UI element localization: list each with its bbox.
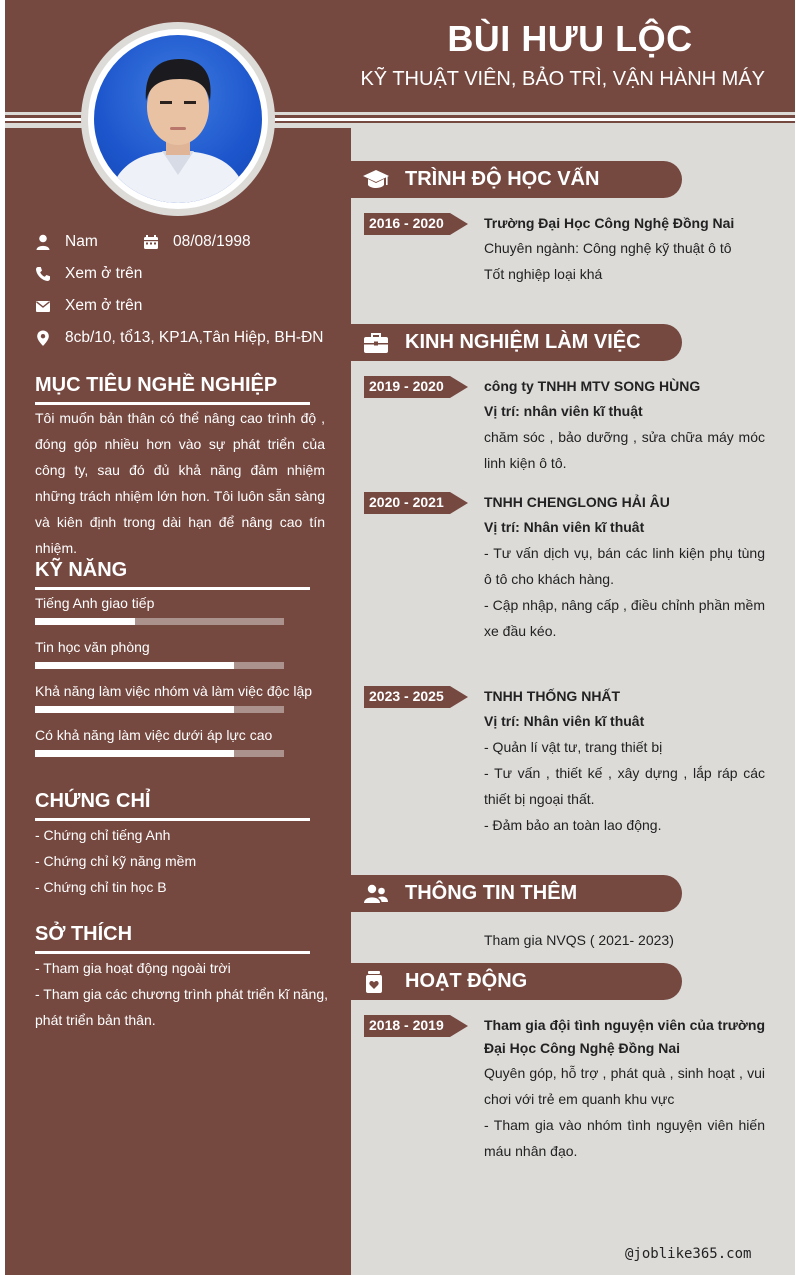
date-tag-arrow	[450, 376, 468, 398]
badge-icon	[363, 969, 389, 995]
avatar-border	[88, 29, 268, 209]
objective-title: MỤC TIÊU NGHỀ NGHIỆP	[35, 374, 278, 396]
date-tag	[364, 376, 468, 398]
phone-icon	[35, 266, 51, 282]
objective-text: Tôi muốn bản thân có thể nâng cao trình độ , đóng góp nhiều hơn vào sự phát triển của công ty, sau đó đủ khả năng đảm nhiệm những trách nhiệm lớn hơn. Tôi luôn sẵn sàng và kiên định trong dài hạn để nâng cao tín nhiệm.	[35, 410, 325, 556]
entry-line: - Đảm bảo an toàn lao động.	[484, 817, 662, 833]
avatar	[94, 35, 262, 203]
portrait-photo	[94, 35, 262, 203]
entry-line: - Cập nhập, nâng cấp , điều chỉnh phần mềm xe đầu kéo.	[484, 597, 765, 639]
certificates-rule	[35, 818, 310, 821]
list-item: - Tham gia các chương trình phát triển kĩ năng, phát triển bản thân.	[35, 986, 329, 1028]
activity-heading: Tham gia đội tình nguyện viên của trường Đại Học Công Nghệ Đồng Nai	[484, 1017, 765, 1056]
candidate-title: KỸ THUẬT VIÊN, BẢO TRÌ, VẬN HÀNH MÁY	[360, 68, 765, 90]
date-tag	[364, 213, 468, 235]
skill-bar-fill	[35, 618, 135, 625]
entry-line: Tốt nghiệp loại khá	[484, 266, 603, 282]
date-tag	[364, 492, 468, 514]
skill-label: Khả năng làm việc nhóm và làm việc độc lập	[35, 683, 313, 699]
birthday-text: 08/08/1998	[173, 233, 251, 250]
job-position: Vị trí: Nhân viên kĩ thuât	[484, 713, 645, 729]
entry-line: - Tham gia vào nhóm tình nguyện viên hiến máu nhân đạo.	[484, 1117, 765, 1159]
entry-line: Chuyên ngành: Công nghệ kỹ thuật ô tô	[484, 240, 732, 256]
job-entry	[484, 491, 765, 644]
skill-label: Tiếng Anh giao tiếp	[35, 595, 155, 611]
certificates-list	[35, 822, 330, 900]
gender-text: Nam	[65, 233, 98, 250]
extra-info-header	[351, 875, 682, 912]
extra-info-title: THÔNG TIN THÊM	[405, 882, 578, 904]
phone-text: Xem ở trên	[65, 265, 143, 282]
skill-bar-track	[35, 750, 284, 757]
date-text: 2020 - 2021	[369, 494, 444, 510]
education-title: TRÌNH ĐỘ HỌC VẤN	[405, 168, 600, 190]
date-tag-arrow	[450, 213, 468, 235]
list-item: - Chứng chỉ tin học B	[35, 879, 167, 895]
activity-entry	[484, 1014, 765, 1164]
footer-credit: @joblike365.com	[625, 1246, 752, 1262]
skill-bar-track	[35, 706, 284, 713]
skill-label: Tin học văn phòng	[35, 639, 150, 655]
user-icon	[35, 234, 51, 250]
job-entry	[484, 375, 765, 476]
skill-bar-fill	[35, 750, 234, 757]
users-icon	[363, 881, 389, 907]
company-name: TNHH THỐNG NHẤT	[484, 688, 621, 704]
avatar-frame	[81, 22, 275, 216]
entry-line: - Tư vấn , thiết kế , xây dựng , lắp ráp các thiết bị ngoại thất.	[484, 765, 765, 807]
company-name: công ty TNHH MTV SONG HÙNG	[484, 378, 701, 394]
certificates-title: CHỨNG CHỈ	[35, 790, 151, 812]
date-text: 2016 - 2020	[369, 215, 444, 231]
sidebar	[5, 128, 351, 1275]
calendar-icon	[143, 234, 159, 250]
entry-line: - Quản lí vật tư, trang thiết bị	[484, 739, 663, 755]
entry-line: chăm sóc , bảo dưỡng , sửa chữa máy móc linh kiện ô tô.	[484, 429, 765, 471]
candidate-name: BÙI HƯU LỘC	[447, 18, 693, 59]
resume-page	[5, 0, 795, 1275]
date-text: 2023 - 2025	[369, 688, 444, 704]
education-entry	[484, 212, 765, 287]
date-tag-arrow	[450, 1015, 468, 1037]
skill-bar-track	[35, 618, 284, 625]
email-text: Xem ở trên	[65, 297, 143, 314]
job-position: Vị trí: nhân viên kĩ thuật	[484, 403, 643, 419]
skill-bar-track	[35, 662, 284, 669]
location-icon	[35, 330, 51, 346]
date-tag	[364, 1015, 468, 1037]
extra-info-entry	[484, 927, 765, 953]
date-tag-arrow	[450, 492, 468, 514]
hobbies-title: SỞ THÍCH	[35, 923, 133, 945]
date-tag-arrow	[450, 686, 468, 708]
email-icon	[35, 298, 51, 314]
company-name: TNHH CHENGLONG HẢI ÂU	[484, 494, 670, 510]
job-entry	[484, 685, 765, 838]
list-item: - Tham gia hoạt động ngoài trời	[35, 960, 231, 976]
skill-label: Có khả năng làm việc dưới áp lực cao	[35, 727, 273, 743]
entry-line: - Tư vấn dịch vụ, bán các linh kiện phụ tùng ô tô cho khách hàng.	[484, 545, 765, 587]
briefcase-icon	[363, 330, 389, 356]
graduation-cap-icon	[363, 167, 389, 193]
address-text: 8cb/10, tổ13, KP1A,Tân Hiệp, BH-ĐN	[65, 329, 324, 346]
job-position: Vị trí: Nhân viên kĩ thuât	[484, 519, 645, 535]
experience-header	[351, 324, 682, 361]
list-item: - Chứng chỉ tiếng Anh	[35, 827, 171, 843]
activities-header	[351, 963, 682, 1000]
education-header	[351, 161, 682, 198]
list-item: - Chứng chỉ kỹ năng mềm	[35, 853, 197, 869]
skill-bar-fill	[35, 662, 234, 669]
skill-bar-fill	[35, 706, 234, 713]
hobbies-list	[35, 955, 330, 1033]
school-name: Trường Đại Học Công Nghệ Đồng Nai	[484, 215, 735, 231]
skills-rule	[35, 587, 310, 590]
entry-line: Quyên góp, hỗ trợ , phát quà , sinh hoạt , vui chơi với trẻ em quanh khu vực	[484, 1065, 765, 1107]
date-tag	[364, 686, 468, 708]
entry-line: Tham gia NVQS ( 2021- 2023)	[484, 932, 674, 948]
date-text: 2018 - 2019	[369, 1017, 444, 1033]
experience-title: KINH NGHIỆM LÀM VIỆC	[405, 331, 641, 353]
activities-title: HOẠT ĐỘNG	[405, 970, 528, 992]
date-text: 2019 - 2020	[369, 378, 444, 394]
skills-title: KỸ NĂNG	[35, 559, 128, 581]
hobbies-rule	[35, 951, 310, 954]
